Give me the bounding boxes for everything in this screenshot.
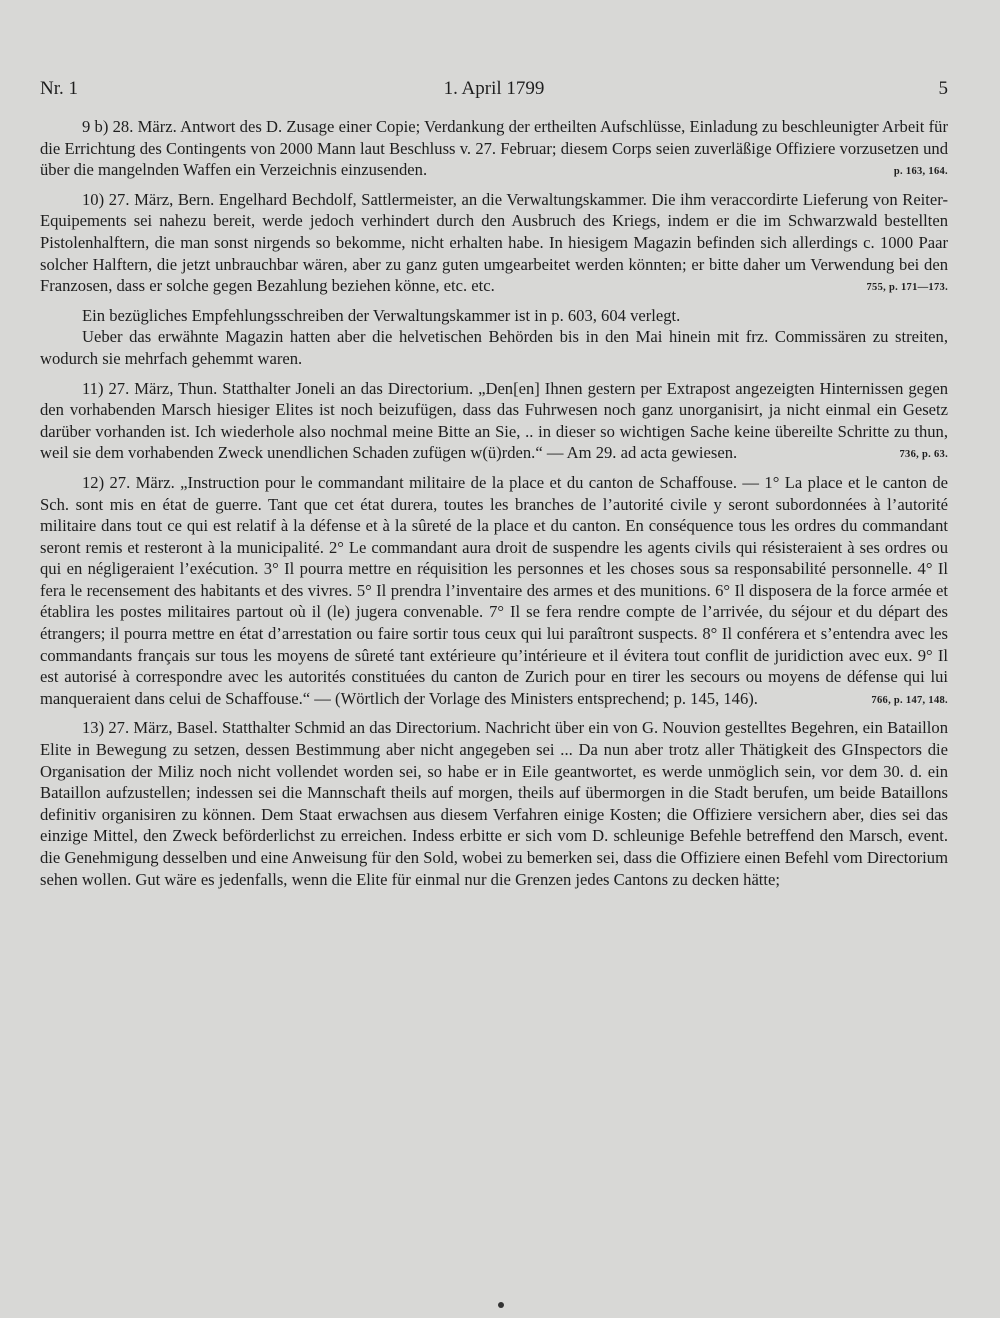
document-body — [40, 116, 948, 898]
entry-text: 12) 27. März. „Instruction pour le commandant militaire de la place et du canton de Schaffouse. — 1° La place et le canton de Sch. sont mis en état de guerre. Tant que cet état durera, toutes les branches de l’autorité civile y seront subordonnées à l’autorité militaire dans tout ce qui est relatif à la défense et à la sûreté de la place et du canton. En conséquence tous les ordres du commandant seront remis et resteront à la municipalité. 2° Le commandant aura droit de suspendre les agents civils qui résisteraient à ses ordres ou qui en négligeraient l’exécution. 3° Il pourra mettre en réquisition les personnes et les choses sous sa responsabilité personnelle. 4° Il fera le recensement des habitants et des vivres. 5° Il prendra l’inventaire des armes et des munitions. 6° Il disposera de la force armée et établira les postes militaires partout où il (le) jugera convenable. 7° Il se fera rendre compte de l’arrivée, du séjour et du départ des étrangers; il pourra mettre en état d’arrestation ou faire sortir tous ceux qui lui paraîtront suspects. 8° Il conférera et s’entendra avec les commandants français sur tous les moyens de sûreté tant extérieure qu’intérieure et il évitera tout conflit de juridiction avec eux. 9° Il est autorisé à correspondre avec les autorités constituées du canton de Zurich pour en tirer les secours ou moyens de défense qui lui manqueraient dans celui de Schaffouse.“ — (Wörtlich der Vorlage des Ministers entsprechend; p. 145, 146). — [40, 472, 948, 708]
entry-13 — [40, 717, 948, 890]
entry-text: 10) 27. März, Bern. Engelhard Bechdolf, Sattlermeister, an die Verwaltungskammer. Die ihm veraccordirte Lieferung von Reiter-Equipements sei nahezu bereit, werde jedoch verhindert durch den Ausbruch des Kriegs, indem er die im Schwarzwald bestellten Pistolenhalftern, die man sonst nirgends so bekomme, nicht erhalten habe. In hiesigem Magazin befinden sich allerdings c. 1000 Paar solcher Halftern, die jetzt unbrauchbar wären, aber zu ganz guten umgearbeitet werden könnten; er bitte daher um Verwendung bei den Franzosen, dass er solche gegen Bezahlung beziehen könne, etc. etc. — [40, 189, 948, 296]
entry-11 — [40, 378, 948, 464]
archive-reference: 736, p. 63. — [899, 449, 948, 461]
archive-reference: 755, p. 171—173. — [866, 282, 948, 294]
page-mark — [498, 1302, 504, 1308]
note-paragraph: Ueber das erwähnte Magazin hatten aber die helvetischen Behörden bis in den Mai hinein mit frz. Commissären zu streiten, wodurch sie mehrfach gehemmt waren. — [40, 327, 948, 368]
entry-text: 11) 27. März, Thun. Statthalter Joneli an das Directorium. „Den[en] Ihnen gestern per Extrapost angezeigten Hinternissen gegen den vorhabenden Marsch hiesiger Elites ist noch beizufügen, dass das Fuhrwesen noch ganz unorganisirt, ja nicht einmal ein Gesetz darüber vorhanden ist. Ich wiederhole also nochmal meine Bitte an Sie, .. in dieser so wichtigen Sache keine übereilte Schritte zu thun, weil sie dem vorhabenden Zweck unendlichen Schaden zufügen w(ü)rden.“ — Am 29. ad acta gewiesen. — [40, 378, 948, 463]
entry-text: 13) 27. März, Basel. Statthalter Schmid an das Directorium. Nachricht über ein von G. Nouvion gestelltes Begehren, ein Bataillon Elite in Bewegung zu setzen, dessen Bestimmung aber nicht angegeben sei ... Da nun aber trotz aller Thätigkeit des GInspectors die Organisation der Miliz noch nicht vollendet worden sei, so habe er in Eile geantwortet, es werde unmöglich sein, vor dem 30. d. ein Bataillon aufzustellen; indessen sei die Mannschaft theils auf morgen, theils auf übermorgen in die Stadt berufen, um beide Bataillons definitiv organisiren zu können. Dem Staat erwachsen aus diesem Verfahren einige Kosten; die Offiziere versichern aber, dies sei das einzige Mittel, den Zweck beförderlichst zu erreichen. Indess erbitte er sich vom D. schleunige Befehle betreffend den Marsch, event. die Genehmigung desselben und eine Anweisung für den Sold, wobei zu bemerken sei, dass die Offiziere einen Befehl vom Directorium sehen wollen. Gut wäre es jedenfalls, wenn die Elite für einmal nur die Grenzen jedes Cantons zu decken hätte; — [40, 718, 948, 889]
note-paragraph: Ein bezügliches Empfehlungsschreiben der Verwaltungskammer ist in p. 603, 604 verlegt. — [82, 305, 681, 325]
entry-9b — [40, 116, 948, 181]
entry-12 — [40, 472, 948, 710]
page-header — [40, 78, 948, 106]
page-number: 5 — [938, 78, 948, 99]
header-date: 1. April 1799 — [443, 78, 545, 99]
entry-10 — [40, 189, 948, 297]
archive-reference: p. 163, 164. — [893, 166, 948, 178]
entry-text: 9 b) 28. März. Antwort des D. Zusage einer Copie; Verdankung der ertheilten Aufschlüsse, Einladung zu beschleunigter Arbeit für die Errichtung des Contingents von 2000 Mann laut Beschluss v. 27. Februar; diesem Corps seien zuverläßige Offiziere vorzusetzen und über die mangelnden Waffen ein Verzeichnis einzusenden. — [40, 117, 948, 180]
header-number: Nr. 1 — [40, 78, 78, 99]
archive-reference: 766, p. 147, 148. — [871, 694, 948, 706]
